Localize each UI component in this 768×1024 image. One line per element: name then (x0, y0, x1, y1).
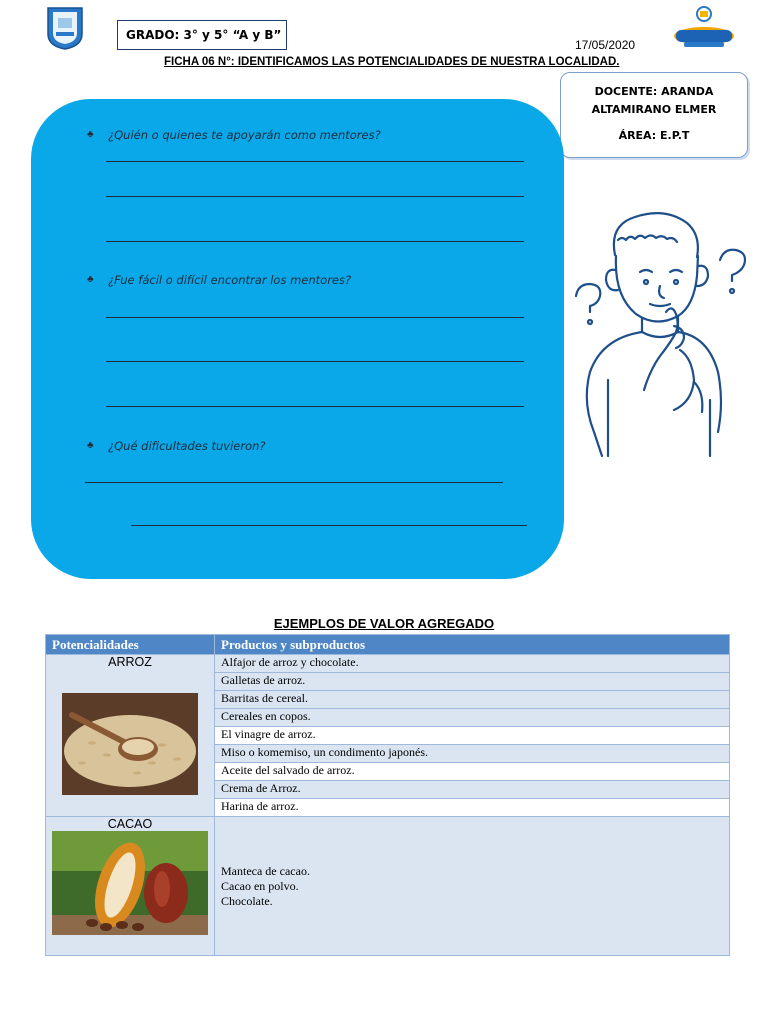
potential-cell-arroz (46, 655, 215, 817)
product-cell: Harina de arroz. (215, 799, 730, 817)
product-cell: Galletas de arroz. (215, 673, 730, 691)
table-row (46, 817, 730, 956)
question-1: ¿Quién o quienes te apoyarán como mentores? (108, 128, 381, 142)
question-3: ¿Qué dificultades tuvieron? (108, 439, 266, 453)
docente-line1: DOCENTE: ARANDA (594, 85, 714, 98)
answer-line[interactable] (106, 317, 524, 318)
grado-label: GRADO: 3° y 5° “A y B” (117, 20, 287, 50)
table-header-row (46, 635, 730, 655)
product-line: Cacao en polvo. (221, 878, 299, 893)
table-title: EJEMPLOS DE VALOR AGREGADO (273, 616, 495, 631)
product-cell: El vinagre de arroz. (215, 727, 730, 745)
table-row (46, 655, 730, 673)
product-cell: Miso o komemiso, un condimento japonés. (215, 745, 730, 763)
product-cell: Barritas de cereal. (215, 691, 730, 709)
answer-line[interactable] (131, 525, 527, 526)
answer-line[interactable] (106, 406, 524, 407)
product-line: Chocolate. (221, 893, 273, 908)
club-bullet-icon: ♣ (87, 274, 94, 285)
product-line: Manteca de cacao. (221, 863, 310, 878)
column-header: Productos y subproductos (215, 635, 730, 655)
thinking-person-icon (570, 200, 760, 460)
answer-line[interactable] (106, 161, 524, 162)
docente-box (560, 72, 748, 158)
school-logo-icon (46, 6, 84, 50)
area-label: ÁREA: E.P.T (618, 129, 690, 142)
potential-cell-cacao (46, 817, 215, 956)
column-header: Potencialidades (46, 635, 215, 655)
question-2: ¿Fue fácil o difícil encontrar los mentores? (108, 273, 352, 287)
semana-completa-logo-icon (672, 4, 736, 48)
answer-line[interactable] (106, 241, 524, 242)
value-added-table (45, 634, 730, 956)
potential-label: CACAO (107, 817, 153, 831)
product-cell: Aceite del salvado de arroz. (215, 763, 730, 781)
product-cell: Cereales en copos. (215, 709, 730, 727)
answer-line[interactable] (85, 482, 503, 483)
club-bullet-icon: ♣ (87, 440, 94, 451)
club-bullet-icon: ♣ (87, 129, 94, 140)
questions-panel (31, 99, 564, 579)
product-cell-cacao (215, 817, 730, 956)
date-label: 17/05/2020 (575, 38, 636, 52)
docente-line2: ALTAMIRANO ELMER (591, 103, 717, 116)
answer-line[interactable] (106, 361, 524, 362)
product-cell: Crema de Arroz. (215, 781, 730, 799)
cacao-photo (52, 831, 208, 935)
ficha-title: FICHA 06 N°: IDENTIFICAMOS LAS POTENCIALIDADES DE NUESTRA LOCALIDAD. (164, 56, 620, 68)
answer-line[interactable] (106, 196, 524, 197)
product-cell: Alfajor de arroz y chocolate. (215, 655, 730, 673)
potential-label: ARROZ (108, 655, 152, 669)
rice-photo (62, 693, 198, 795)
